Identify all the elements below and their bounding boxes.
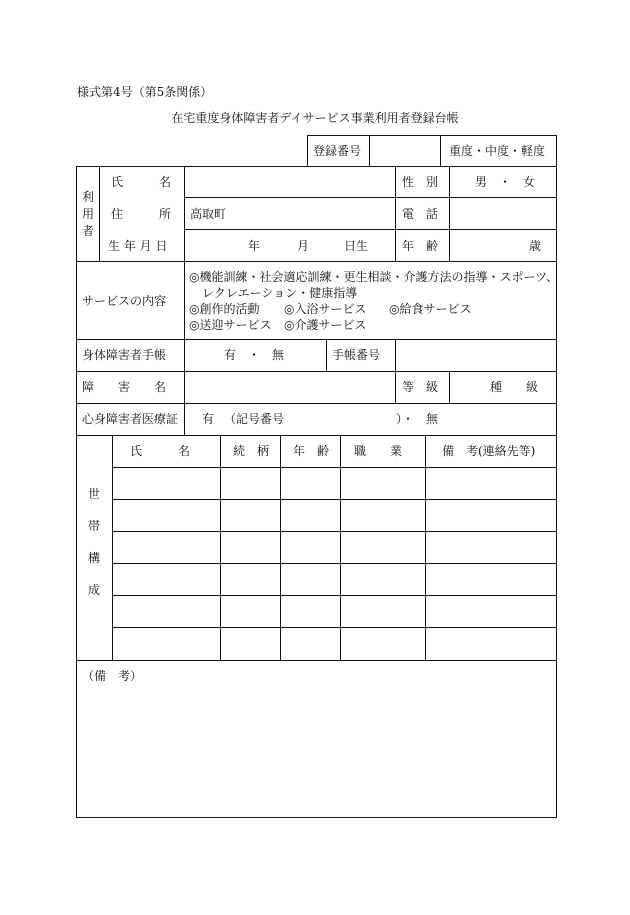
registration-number-field[interactable] (370, 136, 439, 166)
household-col-name: 氏 名 (130, 444, 191, 458)
medical-yes[interactable]: 有 (202, 412, 215, 426)
remarks-field[interactable] (77, 688, 556, 817)
service-line-1[interactable]: ◎機能訓練・社会適応訓練・更生相談・介護方法の指導・スポーツ、 (189, 270, 559, 284)
phone-label: 電 話 (402, 207, 439, 221)
handbook-options[interactable]: 有 ・ 無 (224, 348, 285, 362)
severity-options[interactable]: 重度・中度・軽度 (449, 144, 546, 158)
medical-number-open: （記号番号 (224, 412, 285, 426)
disability-name-field[interactable] (185, 372, 394, 402)
service-transport[interactable]: ◎送迎サービス (189, 318, 272, 332)
age-unit: 歳 (529, 239, 542, 253)
household-col-occupation: 職 業 (354, 444, 403, 458)
household-col-remarks: 備 考(連絡先等) (442, 444, 536, 458)
form-id: 様式第4号（第5条関係） (77, 85, 213, 99)
address-value[interactable]: 高取町 (190, 207, 227, 221)
birthdate-label: 生 年 月 日 (108, 239, 168, 253)
birth-month-unit: 月 (297, 239, 310, 253)
service-creative[interactable]: ◎創作的活動 (189, 302, 260, 316)
service-meal[interactable]: ◎給食サービス (389, 302, 472, 316)
service-care[interactable]: ◎介護サービス (284, 318, 367, 332)
user-name-field[interactable] (185, 167, 394, 196)
service-label: サービスの内容 (82, 294, 167, 308)
household-col-relation: 続 柄 (233, 444, 270, 458)
service-bath[interactable]: ◎入浴サービス (284, 302, 367, 316)
sex-label: 性 別 (402, 175, 439, 189)
registration-number-label: 登録番号 (313, 144, 362, 158)
sex-options[interactable]: 男 ・ 女 (475, 175, 536, 189)
user-name-label: 氏 名 (111, 175, 172, 189)
household-col-age: 年 齢 (293, 444, 330, 458)
medical-cert-label: 心身障害者医療証 (82, 412, 179, 426)
birth-day-unit: 日生 (344, 239, 369, 253)
address-label: 住 所 (111, 207, 172, 221)
grade-label: 等 級 (402, 380, 439, 394)
service-line-2[interactable]: レクレエーション・健康指導 (202, 286, 358, 300)
handbook-number-field[interactable] (396, 340, 556, 370)
handbook-label: 身体障害者手帳 (82, 348, 167, 362)
age-label: 年 齢 (402, 239, 439, 253)
disability-name-label: 障 害 名 (82, 380, 167, 394)
page-title: 在宅重度身体障害者デイサービス事業利用者登録台帳 (171, 111, 459, 125)
phone-field[interactable] (450, 198, 556, 228)
class-label: 種 級 (490, 380, 539, 394)
birth-year-unit: 年 (248, 239, 261, 253)
user-section-label: 利 用 者 (81, 190, 94, 238)
medical-close-no[interactable]: ）・ 無 (396, 412, 439, 426)
remarks-label: （備 考） (82, 669, 143, 683)
household-section-label: 世 帯 構 成 (87, 487, 100, 597)
handbook-number-label: 手帳番号 (332, 348, 381, 362)
